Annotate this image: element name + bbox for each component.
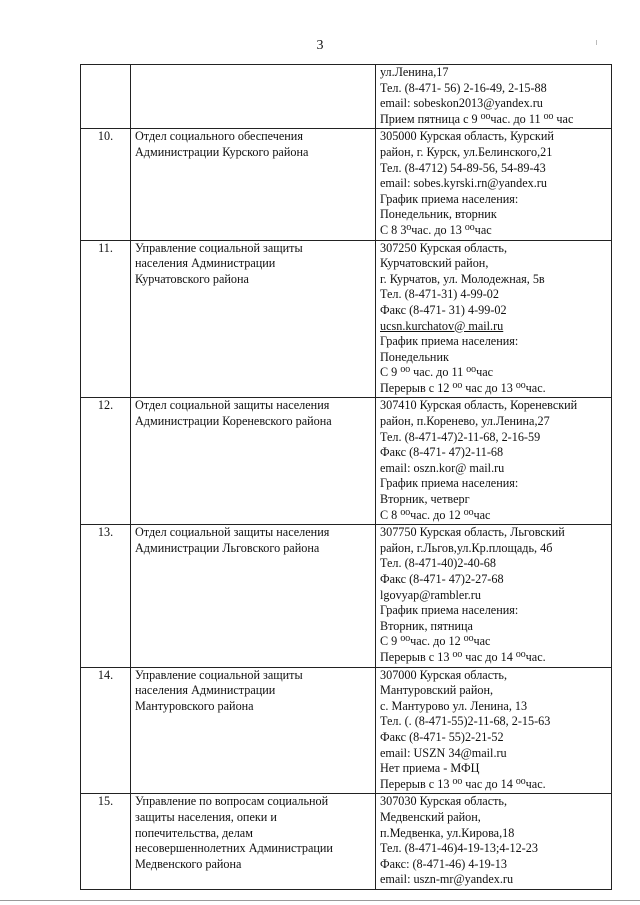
page-bottom-edge xyxy=(0,900,640,901)
contact-info-line: Вторник, пятница xyxy=(380,618,473,633)
organization-cell xyxy=(131,65,376,129)
contact-info-line: С 9 ⁰⁰час. до 12 ⁰⁰час xyxy=(380,634,491,649)
contact-info-line: Перерыв с 13 ⁰⁰ час до 14 ⁰⁰час. xyxy=(380,776,546,791)
contact-info-line: Мантуровский район, xyxy=(380,683,494,698)
organization-line: Управление социальной защиты xyxy=(135,667,303,682)
row-number xyxy=(81,65,131,129)
organization-line: Администрации Кореневского района xyxy=(135,414,332,429)
contact-info-line: Вторник, четверг xyxy=(380,492,470,507)
contact-info-line: район, г.Льгов,ул.Кр.площадь, 4б xyxy=(380,540,553,555)
contact-info-line: 307000 Курская область, xyxy=(380,667,508,682)
contact-info-line: Факс (8-471- 31) 4-99-02 xyxy=(380,302,507,317)
contact-info-line: 307410 Курская область, Кореневский xyxy=(380,398,578,413)
organization-line: Управление по вопросам социальной xyxy=(135,794,329,809)
organization-cell xyxy=(131,129,376,240)
contact-info-line: email: uszn-mr@yandex.ru xyxy=(380,872,514,887)
contact-info-line: С 9 ⁰⁰ час. до 11 ⁰⁰час xyxy=(380,365,494,380)
organization-line: Курчатовского района xyxy=(135,271,249,286)
table-row xyxy=(81,65,612,129)
row-number: 13. xyxy=(81,525,131,667)
row-number: 12. xyxy=(81,398,131,525)
organization-cell xyxy=(131,240,376,398)
organization-cell xyxy=(131,398,376,525)
contact-info-line: Тел. (8-471- 56) 2-16-49, 2-15-88 xyxy=(380,80,547,95)
row-number: 11. xyxy=(81,240,131,398)
organization-line: Медвенского района xyxy=(135,856,242,871)
contact-info-line: lgovyap@rambler.ru xyxy=(380,587,481,602)
contact-info-line: Тел. (. (8-471-55)2-11-68, 2-15-63 xyxy=(380,714,551,729)
contact-info-line: email: sobes.kyrski.rn@yandex.ru xyxy=(380,176,547,191)
contact-info-line: График приема населения: xyxy=(380,334,519,349)
contact-info-line: email: oszn.kor@ mail.ru xyxy=(380,460,505,475)
page-number: 3 xyxy=(316,38,324,53)
table-row xyxy=(81,794,612,890)
contact-info-line: ул.Ленина,17 xyxy=(380,65,449,79)
records-table xyxy=(80,64,612,890)
contact-info-line: email: USZN 34@mail.ru xyxy=(380,745,507,760)
contact-info-line: Перерыв с 12 ⁰⁰ час до 13 ⁰⁰час. xyxy=(380,380,546,395)
contact-info-line: С 8 ⁰⁰час. до 12 ⁰⁰час xyxy=(380,507,491,522)
table-row xyxy=(81,525,612,667)
contact-info-line: 307030 Курская область, xyxy=(380,794,508,809)
table-row xyxy=(81,129,612,240)
table-row xyxy=(81,667,612,794)
contact-info-line: 305000 Курская область, Курский xyxy=(380,129,554,144)
organization-line: населения Администрации xyxy=(135,683,276,698)
organization-line: несовершеннолетних Администрации xyxy=(135,841,333,856)
row-number: 14. xyxy=(81,667,131,794)
organization-line: Отдел социального обеспечения xyxy=(135,129,303,144)
organization-line: населения Администрации xyxy=(135,256,276,271)
organization-cell xyxy=(131,667,376,794)
contact-info-cell xyxy=(376,398,612,525)
contact-info-line: Тел. (8-471-31) 4-99-02 xyxy=(380,287,499,302)
contact-info-line: Медвенский район, xyxy=(380,809,481,824)
contact-info-cell xyxy=(376,525,612,667)
row-number: 15. xyxy=(81,794,131,890)
contact-info-line: Тел. (8-471-47)2-11-68, 2-16-59 xyxy=(380,429,541,444)
contact-info-line: 307250 Курская область, xyxy=(380,240,508,255)
contact-info-line: График приема населения: xyxy=(380,191,519,206)
contact-info-line: Факс (8-471- 55)2-21-52 xyxy=(380,729,504,744)
organization-line: Администрации Курского района xyxy=(135,144,309,159)
contact-info-cell xyxy=(376,129,612,240)
contact-info-line: п.Медвенка, ул.Кирова,18 xyxy=(380,825,515,840)
contact-info-cell xyxy=(376,65,612,129)
table-row xyxy=(81,240,612,398)
organization-cell xyxy=(131,794,376,890)
organization-line: Отдел социальной защиты населения xyxy=(135,398,330,413)
contact-info-line: Факс (8-471- 47)2-11-68 xyxy=(380,445,504,460)
scan-mark xyxy=(596,40,597,45)
contact-info-line: Факс (8-471- 47)2-27-68 xyxy=(380,572,504,586)
contact-info-cell xyxy=(376,240,612,398)
contact-info-line: email: sobeskon2013@yandex.ru xyxy=(380,96,543,111)
contact-info-line: район, п.Коренево, ул.Ленина,27 xyxy=(380,414,550,429)
contact-info-line: Нет приема - МФЦ xyxy=(380,761,480,776)
contact-info-line: С 8 3⁰час. до 13 ⁰⁰час xyxy=(380,222,492,237)
organization-line: Управление социальной защиты xyxy=(135,240,303,255)
contact-info-line: с. Мантурово ул. Ленина, 13 xyxy=(380,698,528,713)
contact-info-line: График приема населения: xyxy=(380,603,519,618)
row-number: 10. xyxy=(81,129,131,240)
contact-info-line: район, г. Курск, ул.Белинского,21 xyxy=(380,144,553,159)
contact-info-line: г. Курчатов, ул. Молодежная, 5в xyxy=(380,271,545,286)
contact-info-line: Тел. (8-471-40)2-40-68 xyxy=(380,556,496,571)
contact-info-line: Факс: (8-471-46) 4-19-13 xyxy=(380,856,507,871)
contact-info-line: Понедельник xyxy=(380,349,449,364)
contact-info-line: Прием пятница с 9 ⁰⁰час. до 11 ⁰⁰ час xyxy=(380,111,574,126)
contact-info-cell xyxy=(376,667,612,794)
organization-line: Мантуровского района xyxy=(135,698,254,713)
table-row xyxy=(81,398,612,525)
organization-line: защиты населения, опеки и xyxy=(135,809,277,824)
organization-cell xyxy=(131,525,376,667)
contact-info-line: Перерыв с 13 ⁰⁰ час до 14 ⁰⁰час. xyxy=(380,649,546,664)
contact-info-line: Тел. (8-4712) 54-89-56, 54-89-43 xyxy=(380,160,546,175)
contact-info-line: Курчатовский район, xyxy=(380,256,489,271)
contact-info-cell xyxy=(376,794,612,890)
organization-line: попечительства, делам xyxy=(135,825,253,840)
contact-info-line: Понедельник, вторник xyxy=(380,207,497,222)
contact-info-line: 307750 Курская область, Льговский xyxy=(380,525,565,540)
organization-line: Администрации Льговского района xyxy=(135,540,320,555)
contact-info-line: График приема населения: xyxy=(380,476,519,491)
contact-info-line: Тел. (8-471-46)4-19-13;4-12-23 xyxy=(380,841,538,856)
records-table-body xyxy=(81,65,612,890)
contact-info-line: ucsn.kurchatov@ mail.ru xyxy=(380,318,504,333)
organization-line: Отдел социальной защиты населения xyxy=(135,525,330,540)
